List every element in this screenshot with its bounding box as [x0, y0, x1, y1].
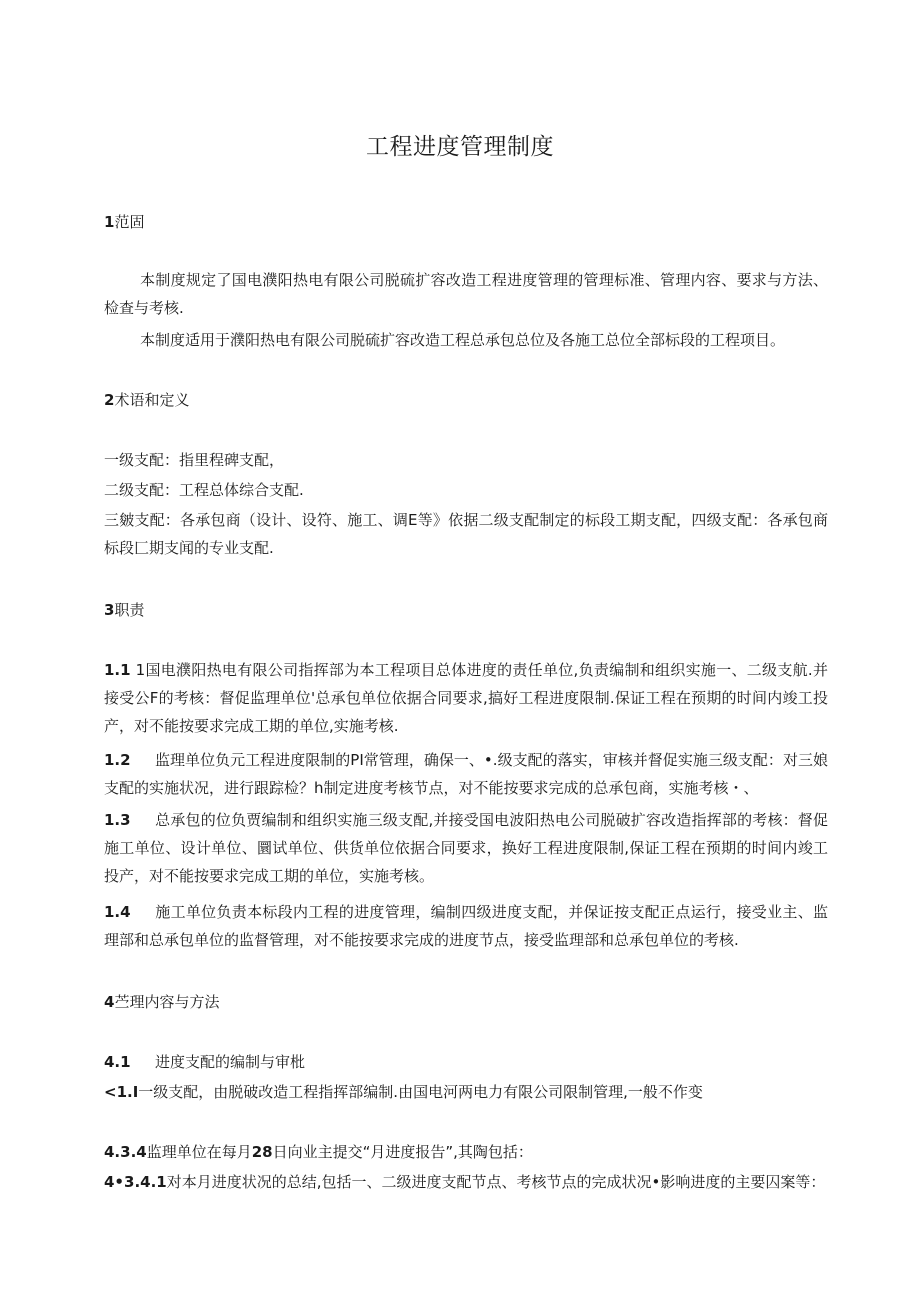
duty-item-1-1	[104, 656, 828, 740]
subsection-4-1-1	[104, 1078, 828, 1106]
item-number: 1.1	[104, 661, 131, 679]
section-number: 1	[104, 213, 115, 231]
item-number: <1.I	[104, 1083, 139, 1101]
item-text: 监理单位在每月	[146, 1143, 252, 1161]
item-number: 1.3	[104, 811, 131, 829]
subsection-4-3-4	[104, 1138, 828, 1166]
day-number: 28	[251, 1143, 273, 1161]
item-number: 4.1	[104, 1053, 131, 1071]
definition-level-3-4: 三皴支配：各承包商（设计、设符、施工、调E等》依据二级支配制定的标段工期支配，四级支配：各承包商标段匚期支闻的专业支配.	[104, 511, 828, 557]
duty-item-1-4	[104, 898, 828, 954]
item-text: 施工单位负责本标段内工程的进度管理，编制四级进度支配，并保证按支配正点运行，接受业主、监理部和总承包单位的监督管理，对不能按要求完成的进度节点，接受监理部和总承包单位的考核.	[104, 903, 828, 949]
document-title: 工程进度管理制度	[366, 134, 554, 160]
section-number: 4	[104, 993, 115, 1011]
section-4-heading	[104, 988, 828, 1016]
item-text: 对本月进度状况的总结,包括一、二级进度支配节点、考核节点的完成状况•影响进度的主要囚案等：	[166, 1173, 826, 1191]
section-label: 术语和定义	[114, 391, 190, 409]
section-number: 2	[104, 391, 115, 409]
item-text: 1国电濮阳热电有限公司指挥部为本工程项目总体进度的责任单位,负责编制和组织实施一、二级支航.并接受公F的考核：督促监理单位'总承包单位依据合同要求,搞好工程进度限制.保证工程在预期的时间内竣工投产，对不能按要求完成工期的单位,实施考核.	[104, 661, 828, 735]
item-number: 1.2	[104, 751, 131, 769]
section-1-heading	[104, 208, 828, 236]
item-text: 总承包的位负贾编制和组织实施三级支配,并接受国电波阳热电公司脱破扩容改造指挥部的考核：督促施工单位、设计单位、圜试单位、供货单位依据合同要求，换好工程进度限制,保证工程在预期的时间内竣工投产，对不能按要求完成工期的单位，实施考核。	[104, 811, 828, 885]
item-number: 1.4	[104, 903, 131, 921]
section-1-paragraph-2: 本制度适用于濮阳热电有限公司脱硫扩容改造工程总承包总位及各施工总位全部标段的工程项目。	[140, 331, 786, 349]
section-label: 范固	[114, 213, 145, 231]
section-2-heading	[104, 386, 828, 414]
duty-item-1-3	[104, 806, 828, 890]
section-3-heading	[104, 596, 828, 624]
definition-level-1: 一级支配：指里程碑支配，	[104, 451, 285, 469]
definition-level-2: 二级支配：工程总体综合支配.	[104, 481, 304, 499]
item-number: 4•3.4.1	[104, 1173, 167, 1191]
subsection-4-1	[104, 1048, 828, 1076]
duty-item-1-2	[104, 746, 828, 802]
item-text-continued: 日向业主提交“月进度报告”,其陶包括：	[272, 1143, 533, 1161]
item-text: 进度支配的编制与审枇	[155, 1053, 306, 1071]
item-number: 4.3.4	[104, 1143, 147, 1161]
item-text: 监理单位负元工程进度限制的PI常管理，确保一、•.级支配的落实，审核并督促实施三级支配：对三娘支配的实施状况，进行跟踪检？h制定进度考核节点，对不能按要求完成的总承包商，实施考核・、	[104, 751, 828, 797]
item-text: 一级支配，由脱破改造工程指挥部编制.由国电河两电力有限公司限制管理,一般不作变	[138, 1083, 703, 1101]
section-label: 职责	[114, 601, 145, 619]
section-number: 3	[104, 601, 115, 619]
subsection-4-3-4-1	[104, 1168, 828, 1196]
section-label: 苎理内容与方法	[114, 993, 220, 1011]
section-1-paragraph-1: 本制度规定了国电濮阳热电有限公司脱硫扩容改造工程进度管理的管理标准、管理内容、要求与方法、检查与考核.	[104, 271, 828, 317]
